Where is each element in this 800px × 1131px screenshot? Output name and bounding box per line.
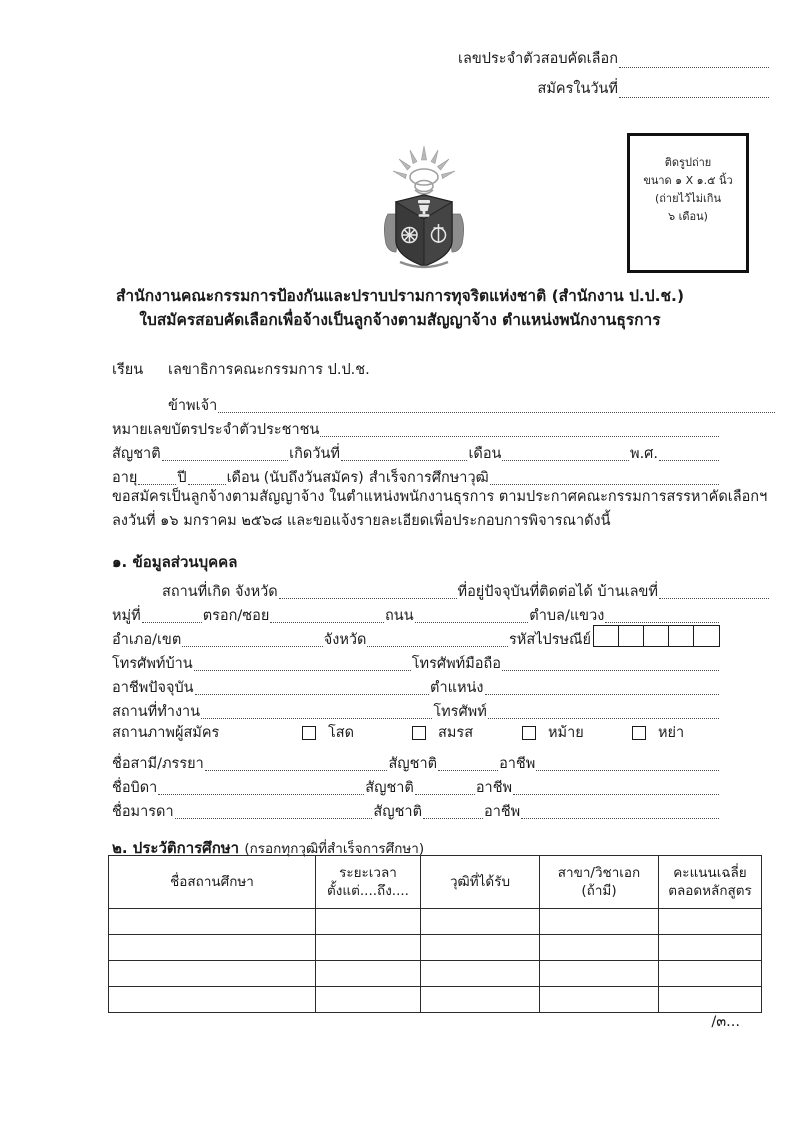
occupation-row xyxy=(112,671,720,695)
current-address-label: ที่อยู่ปัจจุบันที่ติดต่อได้ บ้านเลขที่ xyxy=(457,583,658,600)
mother-row xyxy=(112,795,720,819)
father-nationality-label: สัญชาติ xyxy=(365,779,414,796)
district-province-postal-row xyxy=(112,623,720,647)
education-table-body xyxy=(109,909,762,1013)
nacc-emblem-icon xyxy=(372,140,476,270)
spouse-row xyxy=(112,747,720,771)
education-cell-r3-c4[interactable] xyxy=(540,961,659,987)
birthplace-label: สถานที่เกิด จังหวัด xyxy=(162,583,278,600)
position-input[interactable] xyxy=(485,680,719,695)
checkbox-divorced[interactable] xyxy=(632,726,646,740)
marital-option-divorced-label: หย่า xyxy=(658,724,685,741)
workplace-input[interactable] xyxy=(201,704,432,719)
road-input[interactable] xyxy=(415,608,529,623)
form-header-fields xyxy=(330,52,770,112)
age-year-unit: ปี xyxy=(177,469,187,486)
organization-title xyxy=(0,284,800,332)
birthplace-input[interactable] xyxy=(279,584,457,599)
father-nationality-input[interactable] xyxy=(415,780,475,795)
mother-occupation-label: อาชีพ xyxy=(483,803,521,820)
education-cell-r2-c5[interactable] xyxy=(659,935,762,961)
education-cell-r3-c5[interactable] xyxy=(659,961,762,987)
exam-number-label: เลขประจำตัวสอบคัดเลือก xyxy=(458,51,618,67)
mobile-phone-label: โทรศัพท์มือถือ xyxy=(411,655,501,672)
marital-option-widowed-label: หม้าย xyxy=(548,724,584,741)
education-cell-r4-c2[interactable] xyxy=(316,987,421,1013)
subdistrict-label: ตำบล/แขวง xyxy=(529,607,605,624)
age-note: (นับถึงวันสมัคร) xyxy=(263,469,364,486)
apply-date-input[interactable] xyxy=(619,83,769,98)
table-row xyxy=(109,935,762,961)
education-level-input[interactable] xyxy=(490,470,719,485)
age-months-input[interactable] xyxy=(188,470,226,485)
self-name-row xyxy=(112,389,776,413)
father-occupation-input[interactable] xyxy=(513,780,719,795)
province-input[interactable] xyxy=(367,632,508,647)
education-col-duration-line2: ตั้งแต่....ถึง.... xyxy=(327,883,409,899)
mobile-phone-input[interactable] xyxy=(502,656,719,671)
work-phone-input[interactable] xyxy=(488,704,719,719)
photo-attachment-box[interactable] xyxy=(627,133,749,273)
education-col-institution xyxy=(109,856,316,909)
education-cell-r4-c5[interactable] xyxy=(659,987,762,1013)
subdistrict-input[interactable] xyxy=(605,608,719,623)
education-col-degree-line1: วุฒิที่ได้รับ xyxy=(449,873,511,890)
spouse-name-input[interactable] xyxy=(205,756,388,771)
occupation-label: อาชีพปัจจุบัน xyxy=(112,679,194,696)
photo-box-line-2: ขนาด ๑ X ๑.๕ นิ้ว xyxy=(643,174,733,188)
education-table-head xyxy=(109,856,762,909)
soi-label: ตรอก/ซอย xyxy=(202,607,270,624)
education-level-label: สำเร็จการศึกษาวุฒิ xyxy=(368,469,489,486)
page-continuation-marker: /๓... xyxy=(711,1014,740,1030)
road-label: ถนน xyxy=(385,607,414,624)
marital-option-married-label: สมรส xyxy=(438,724,474,741)
id-card-label: หมายเลขบัตรประจำตัวประชาชน xyxy=(112,421,320,438)
postal-code-cell-1[interactable] xyxy=(594,626,619,646)
education-col-major-line1: สาขา/วิชาเอก xyxy=(557,864,641,881)
apply-date-label: สมัครในวันที่ xyxy=(537,80,618,97)
birth-date-input[interactable] xyxy=(341,446,468,461)
education-cell-r4-c4[interactable] xyxy=(540,987,659,1013)
house-number-input[interactable] xyxy=(659,584,769,599)
birthplace-address-row xyxy=(112,575,770,599)
marital-status-label: สถานภาพผู้สมัคร xyxy=(112,724,220,741)
father-occupation-label: อาชีพ xyxy=(475,779,513,796)
education-cell-r1-c5[interactable] xyxy=(659,909,762,935)
occupation-input[interactable] xyxy=(195,680,429,695)
father-label: ชื่อบิดา xyxy=(112,779,158,796)
education-cell-r4-c1[interactable] xyxy=(109,987,316,1013)
education-cell-r1-c4[interactable] xyxy=(540,909,659,935)
self-name-input[interactable] xyxy=(218,398,775,413)
org-title-line-1: สำนักงานคณะกรรมการป้องกันและปราบปรามการทุจริตแห่งชาติ (สำนักงาน ป.ป.ช.) xyxy=(115,287,685,305)
marital-option-married[interactable] xyxy=(412,726,522,741)
declaration-line-1: ขอสมัครเป็นลูกจ้างตามสัญญาจ้าง ในตำแหน่งพนักงานธุรการ ตามประกาศคณะกรรมการสรรหาคัดเลือกฯ xyxy=(112,489,768,505)
photo-box-line-4: ๖ เดือน) xyxy=(668,210,708,224)
mother-nationality-label: สัญชาติ xyxy=(373,803,422,820)
table-row xyxy=(109,987,762,1013)
spouse-occupation-input[interactable] xyxy=(536,756,719,771)
marital-option-single-label: โสด xyxy=(328,724,355,741)
phone-row xyxy=(112,647,720,671)
photo-box-instructions xyxy=(630,136,746,227)
education-cell-r2-c2[interactable] xyxy=(316,935,421,961)
home-phone-input[interactable] xyxy=(194,656,411,671)
id-card-input[interactable] xyxy=(320,422,719,437)
declaration-line-2: ลงวันที่ ๑๖ มกราคม ๒๕๖๘ และขอแจ้งรายละเอียดเพื่อประกอบการพิจารณาดังนี้ xyxy=(112,513,611,529)
education-col-degree xyxy=(421,856,540,909)
birth-month-input[interactable] xyxy=(502,446,629,461)
postal-code-cell-5[interactable] xyxy=(694,626,719,646)
education-col-institution-line1: ชื่อสถานศึกษา xyxy=(170,873,254,890)
marital-option-widowed[interactable] xyxy=(522,726,632,741)
education-table-header-row xyxy=(109,856,762,909)
spouse-nationality-input[interactable] xyxy=(438,756,498,771)
education-col-major xyxy=(540,856,659,909)
photo-box-line-3: (ถ่ายไว้ไม่เกิน xyxy=(654,192,721,206)
education-history-table xyxy=(108,855,762,1013)
mother-nationality-input[interactable] xyxy=(423,804,483,819)
salutation-recipient: เลขาธิการคณะกรรมการ ป.ป.ช. xyxy=(168,361,370,378)
section-2-heading-text: ๒. ประวัติการศึกษา xyxy=(112,839,240,857)
marital-status-row xyxy=(112,719,720,747)
photo-box-line-1: ติดรูปถ่าย xyxy=(664,156,712,169)
education-cell-r2-c1[interactable] xyxy=(109,935,316,961)
province-label: จังหวัด xyxy=(323,631,367,648)
nationality-input[interactable] xyxy=(162,446,289,461)
buddhist-year-label: พ.ศ. xyxy=(630,445,658,462)
postal-code-cell-4[interactable] xyxy=(669,626,694,646)
postal-code-label: รหัสไปรษณีย์ xyxy=(509,631,592,648)
district-label: อำเภอ/เขต xyxy=(112,631,182,648)
education-cell-r3-c2[interactable] xyxy=(316,961,421,987)
org-title-line-2: ใบสมัครสอบคัดเลือกเพื่อจ้างเป็นลูกจ้างตามสัญญาจ้าง ตำแหน่งพนักงานธุรการ xyxy=(139,311,661,330)
section-1-heading: ๑. ข้อมูลส่วนบุคคล xyxy=(112,553,238,571)
education-col-major-line2: (ถ้ามี) xyxy=(581,883,617,899)
postal-code-cell-3[interactable] xyxy=(644,626,669,646)
education-col-duration-line1: ระยะเวลา xyxy=(339,864,397,881)
education-cell-r4-c3[interactable] xyxy=(421,987,540,1013)
apply-date-row xyxy=(330,82,770,98)
id-card-row xyxy=(112,413,720,437)
education-cell-r3-c1[interactable] xyxy=(109,961,316,987)
buddhist-year-input[interactable] xyxy=(659,446,719,461)
position-label: ตำแหน่ง xyxy=(430,679,484,696)
mother-name-input[interactable] xyxy=(175,804,373,819)
moo-label: หมู่ที่ xyxy=(112,607,141,624)
age-label: อายุ xyxy=(112,469,138,486)
spouse-label: ชื่อสามี/ภรรยา xyxy=(112,755,204,772)
salutation-label: เรียน xyxy=(112,361,144,378)
spouse-occupation-label: อาชีพ xyxy=(499,755,536,772)
birth-date-label: เกิดวันที่ xyxy=(289,445,340,462)
birth-month-label: เดือน xyxy=(468,445,502,462)
education-cell-r1-c3[interactable] xyxy=(421,909,540,935)
self-name-label: ข้าพเจ้า xyxy=(168,397,218,414)
exam-number-input[interactable] xyxy=(619,53,769,68)
age-years-input[interactable] xyxy=(138,470,176,485)
education-cell-r1-c2[interactable] xyxy=(316,909,421,935)
marital-option-divorced[interactable] xyxy=(632,726,742,741)
education-cell-r2-c3[interactable] xyxy=(421,935,540,961)
section-2-heading-note: (กรอกทุกวุฒิที่สำเร็จการศึกษา) xyxy=(244,841,425,857)
exam-number-row xyxy=(330,52,770,68)
education-cell-r1-c1[interactable] xyxy=(109,909,316,935)
soi-input[interactable] xyxy=(270,608,384,623)
father-row xyxy=(112,771,720,795)
table-row xyxy=(109,909,762,935)
age-education-row xyxy=(112,461,720,485)
education-cell-r3-c3[interactable] xyxy=(421,961,540,987)
age-month-unit: เดือน xyxy=(226,469,260,486)
moo-soi-road-subdistrict-row xyxy=(112,599,720,623)
checkbox-single[interactable] xyxy=(302,726,316,740)
moo-input[interactable] xyxy=(142,608,202,623)
education-col-duration xyxy=(316,856,421,909)
work-phone-label: โทรศัพท์ xyxy=(433,703,487,720)
checkbox-widowed[interactable] xyxy=(522,726,536,740)
education-cell-r2-c4[interactable] xyxy=(540,935,659,961)
workplace-row xyxy=(112,695,720,719)
marital-option-single[interactable] xyxy=(302,726,412,741)
mother-occupation-input[interactable] xyxy=(521,804,719,819)
postal-code-cell-2[interactable] xyxy=(619,626,644,646)
postal-code-cell-group[interactable] xyxy=(593,625,720,647)
mother-label: ชื่อมารดา xyxy=(112,803,174,820)
spouse-nationality-label: สัญชาติ xyxy=(388,755,438,772)
nationality-label: สัญชาติ xyxy=(112,445,161,462)
father-name-input[interactable] xyxy=(158,780,364,795)
education-col-gpa-line1: คะแนนเฉลี่ย xyxy=(673,864,747,881)
table-row xyxy=(109,961,762,987)
postal-code-boxes[interactable] xyxy=(593,625,720,647)
home-phone-label: โทรศัพท์บ้าน xyxy=(112,655,193,672)
education-col-gpa xyxy=(659,856,762,909)
district-input[interactable] xyxy=(182,632,323,647)
education-col-gpa-line2: ตลอดหลักสูตร xyxy=(668,883,752,899)
workplace-label: สถานที่ทำงาน xyxy=(112,703,201,720)
salutation-row xyxy=(112,350,720,377)
form-body xyxy=(112,350,768,862)
nationality-birth-row xyxy=(112,437,720,461)
checkbox-married[interactable] xyxy=(412,726,426,740)
